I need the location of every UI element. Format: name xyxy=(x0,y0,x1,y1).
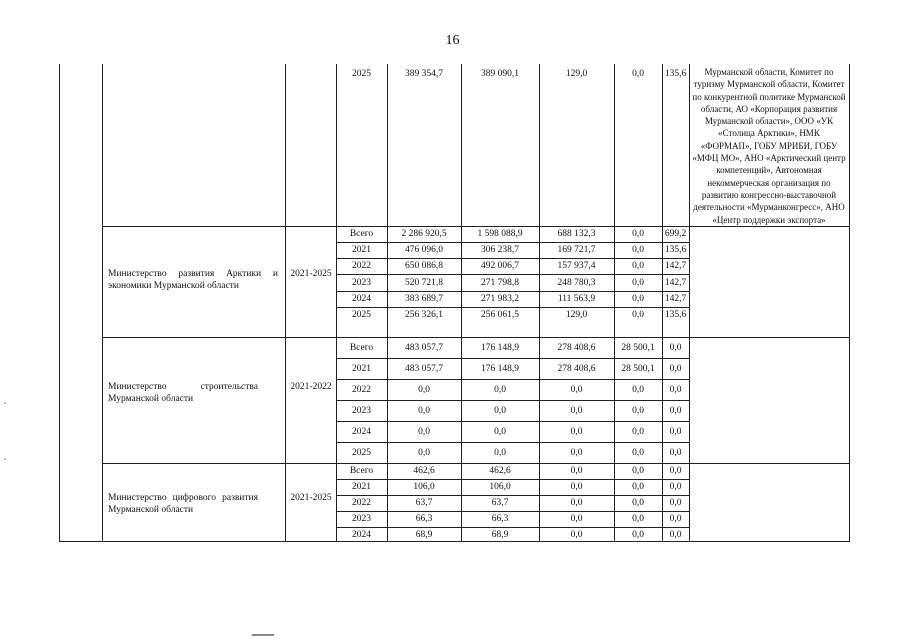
row-value: 0,0 xyxy=(632,427,644,437)
row-value: 256 061,5 xyxy=(481,310,519,320)
row-value: 383 689,7 xyxy=(405,294,443,304)
row-value: 0,0 xyxy=(669,514,682,524)
row-value: 0,0 xyxy=(418,406,430,416)
row-year: 2024 xyxy=(352,294,371,304)
row-divider xyxy=(336,358,689,359)
row-value: 0,0 xyxy=(632,448,644,458)
row-value: 0,0 xyxy=(570,514,583,524)
row-value: 63,7 xyxy=(415,498,433,508)
row-value: 0,0 xyxy=(632,498,644,508)
continuation-value: 0,0 xyxy=(632,69,644,79)
row-value: 0,0 xyxy=(669,406,682,416)
organization-name: Министерство цифрового развития Мурманской области xyxy=(108,493,258,515)
row-value: 176 148,9 xyxy=(481,364,519,374)
row-value: 0,0 xyxy=(494,448,506,458)
row-value: 271 798,8 xyxy=(481,278,519,288)
row-year: 2021 xyxy=(352,364,371,374)
period: 2021-2025 xyxy=(290,269,332,279)
row-value: 483 057,7 xyxy=(405,364,443,374)
row-year: 2025 xyxy=(352,310,371,320)
row-value: 142,7 xyxy=(664,294,687,304)
row-value: 0,0 xyxy=(418,427,430,437)
row-value: 0,0 xyxy=(669,385,682,395)
row-value: 176 148,9 xyxy=(481,343,519,353)
row-value: 688 132,3 xyxy=(557,229,596,239)
row-value: 63,7 xyxy=(491,498,509,508)
row-divider xyxy=(336,307,689,308)
row-value: 129,0 xyxy=(565,310,588,320)
row-divider xyxy=(336,258,689,259)
continuation-value: 389 354,7 xyxy=(405,69,443,79)
row-value: 0,0 xyxy=(632,294,644,304)
row-value: 66,3 xyxy=(415,514,433,524)
row-value: 462,6 xyxy=(489,466,511,476)
row-value: 483 057,7 xyxy=(405,343,443,353)
row-year: 2022 xyxy=(352,498,371,508)
row-divider xyxy=(336,511,689,512)
continuation-year: 2025 xyxy=(352,69,371,79)
row-value: 157 937,4 xyxy=(557,261,596,271)
row-value: 492 006,7 xyxy=(481,261,519,271)
row-value: 699,2 xyxy=(664,229,687,239)
row-value: 0,0 xyxy=(669,364,682,374)
row-value: 0,0 xyxy=(570,482,583,492)
row-value: 476 096,0 xyxy=(405,245,443,255)
row-value: 28 500,1 xyxy=(621,343,655,353)
row-value: 106,0 xyxy=(413,482,435,492)
group-divider xyxy=(102,463,849,464)
row-value: 0,0 xyxy=(632,229,644,239)
row-value: 0,0 xyxy=(494,406,506,416)
row-value: 650 086,8 xyxy=(405,261,443,271)
row-value: 278 408,6 xyxy=(557,364,596,374)
row-divider xyxy=(336,274,689,275)
row-value: 0,0 xyxy=(669,530,682,540)
row-year: 2021 xyxy=(352,482,371,492)
row-year: 2024 xyxy=(352,530,371,540)
budget-table xyxy=(59,64,850,542)
row-value: 0,0 xyxy=(669,482,682,492)
organization-name: Министерство развития Арктики и экономики Мурманской области xyxy=(108,269,278,291)
row-divider xyxy=(336,442,689,443)
row-value: 0,0 xyxy=(418,448,430,458)
group-divider xyxy=(102,337,849,338)
scan-mark xyxy=(4,402,6,404)
row-value: 306 238,7 xyxy=(481,245,519,255)
row-value: 0,0 xyxy=(494,427,506,437)
row-value: 1 598 088,9 xyxy=(477,229,523,239)
row-value: 0,0 xyxy=(570,448,583,458)
row-year: Всего xyxy=(349,466,374,476)
row-value: 2 286 920,5 xyxy=(401,229,447,239)
row-year: 2023 xyxy=(352,406,371,416)
period: 2021-2022 xyxy=(290,382,332,392)
row-divider xyxy=(336,479,689,480)
row-divider xyxy=(336,421,689,422)
period: 2021-2025 xyxy=(290,493,332,503)
row-value: 66,3 xyxy=(491,514,509,524)
row-value: 111 563,9 xyxy=(557,294,596,304)
row-value: 278 408,6 xyxy=(557,343,596,353)
row-year: 2023 xyxy=(352,514,371,524)
row-value: 0,0 xyxy=(570,406,583,416)
row-value: 0,0 xyxy=(570,466,583,476)
row-value: 106,0 xyxy=(489,482,511,492)
scan-mark xyxy=(4,458,6,460)
row-year: 2024 xyxy=(352,427,371,437)
row-value: 68,9 xyxy=(415,530,433,540)
row-value: 0,0 xyxy=(632,406,644,416)
row-year: Всего xyxy=(349,229,374,239)
scan-mark xyxy=(252,634,274,636)
row-value: 0,0 xyxy=(669,448,682,458)
row-value: 520 721,8 xyxy=(405,278,443,288)
row-value: 142,7 xyxy=(664,278,687,288)
row-year: 2023 xyxy=(352,278,371,288)
row-value: 0,0 xyxy=(632,261,644,271)
row-value: 0,0 xyxy=(570,530,583,540)
row-year: 2021 xyxy=(352,245,371,255)
row-value: 0,0 xyxy=(632,466,644,476)
row-value: 0,0 xyxy=(570,498,583,508)
row-value: 0,0 xyxy=(632,278,644,288)
row-value: 135,6 xyxy=(664,245,687,255)
row-value: 271 983,2 xyxy=(481,294,519,304)
row-divider xyxy=(336,527,689,528)
continuation-value: 135,6 xyxy=(664,69,687,79)
row-value: 0,0 xyxy=(669,466,682,476)
row-year: 2022 xyxy=(352,261,371,271)
column-divider xyxy=(689,64,690,541)
row-value: 0,0 xyxy=(418,385,430,395)
row-value: 0,0 xyxy=(632,482,644,492)
row-value: 462,6 xyxy=(413,466,435,476)
group-divider xyxy=(102,226,849,227)
row-value: 0,0 xyxy=(669,498,682,508)
executors-text: Мурманской области, Комитет по туризму Мурманской области, Комитет по конкурентной политике Мурманской области, АО «Корпорация развития Мурманской области», ООО «УК «Столица Арктики», НМК «ФОРМАП», ГОБУ МРИБИ, ГОБУ «МФЦ МО», АНО «Арктический центр компетенций», Автономная некоммерческая организация по развитию конгрессно-выставочной деятельности «Мурманконгресс», АНО «Центр поддержки экспорта» xyxy=(692,67,846,225)
row-value: 0,0 xyxy=(632,385,644,395)
continuation-value: 129,0 xyxy=(565,69,588,79)
row-value: 0,0 xyxy=(669,427,682,437)
row-year: 2022 xyxy=(352,385,371,395)
page-number: 16 xyxy=(445,33,460,48)
row-value: 28 500,1 xyxy=(621,364,655,374)
row-divider xyxy=(336,242,689,243)
row-value: 68,9 xyxy=(491,530,509,540)
row-value: 0,0 xyxy=(632,530,644,540)
row-value: 0,0 xyxy=(669,343,682,353)
row-value: 0,0 xyxy=(570,427,583,437)
row-value: 248 780,3 xyxy=(557,278,596,288)
row-divider xyxy=(336,379,689,380)
row-value: 135,6 xyxy=(664,310,687,320)
organization-name: Министерство строительства Мурманской области xyxy=(108,382,258,404)
row-value: 0,0 xyxy=(632,245,644,255)
row-value: 142,7 xyxy=(664,261,687,271)
row-value: 256 326,1 xyxy=(405,310,443,320)
row-divider xyxy=(336,291,689,292)
row-value: 0,0 xyxy=(570,385,583,395)
row-value: 169 721,7 xyxy=(557,245,596,255)
row-year: Всего xyxy=(349,343,374,353)
continuation-value: 389 090,1 xyxy=(481,69,519,79)
row-divider xyxy=(336,400,689,401)
column-divider xyxy=(285,64,286,541)
row-value: 0,0 xyxy=(632,514,644,524)
row-value: 0,0 xyxy=(494,385,506,395)
row-value: 0,0 xyxy=(632,310,644,320)
row-year: 2025 xyxy=(352,448,371,458)
column-divider xyxy=(102,64,103,541)
row-divider xyxy=(336,495,689,496)
